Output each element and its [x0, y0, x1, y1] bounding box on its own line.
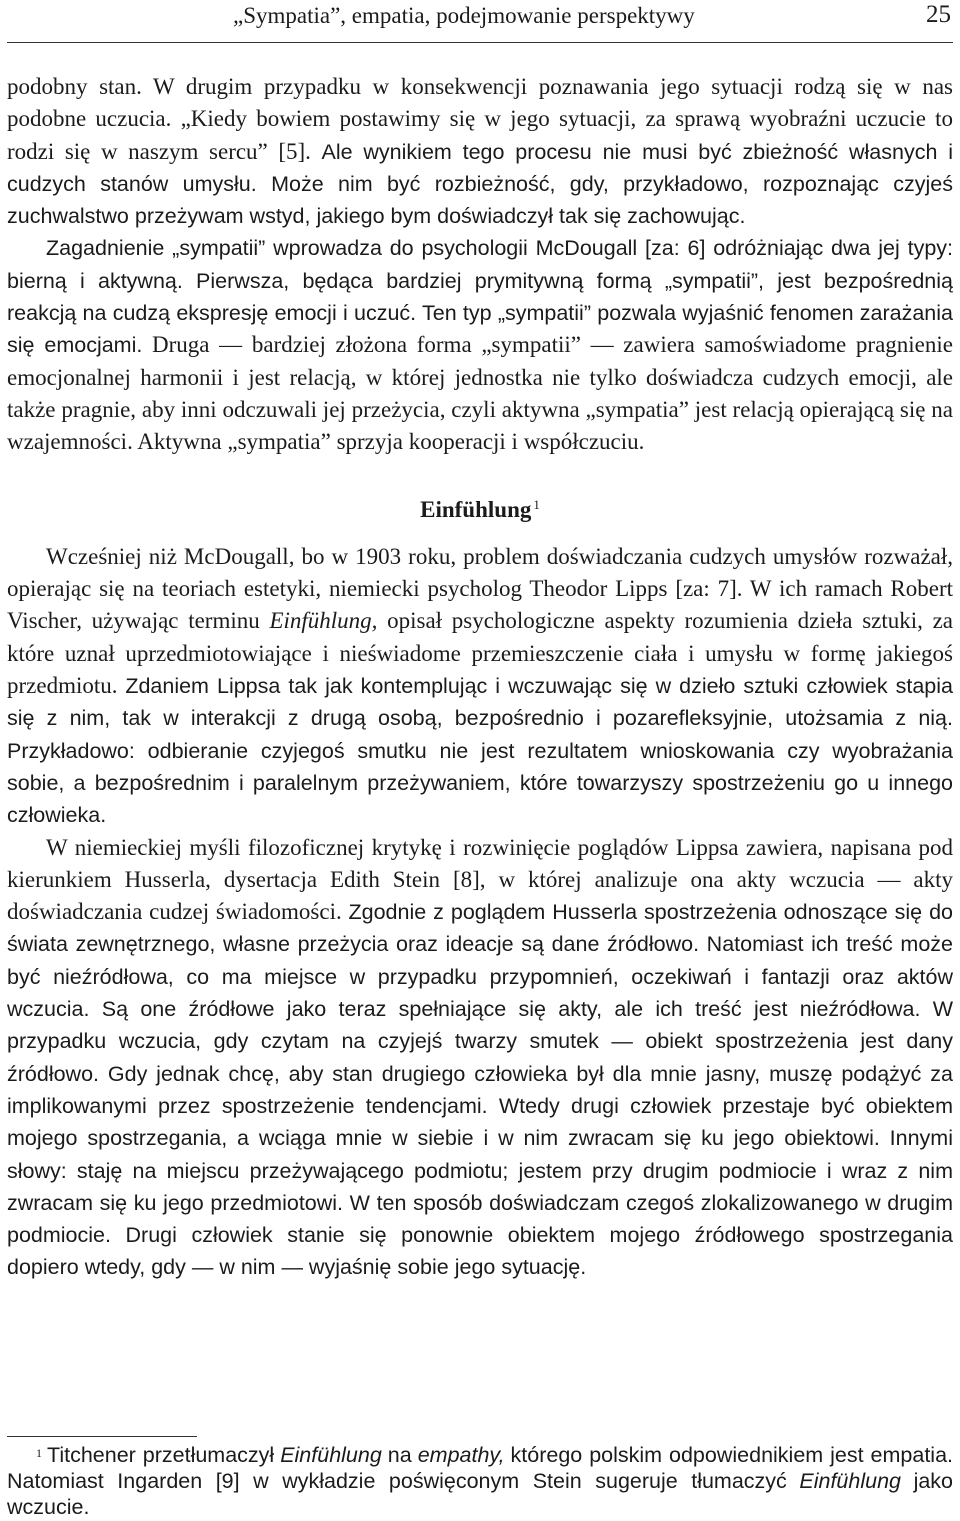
text-run: Wcześniej niż McDougall, bo w 1903 roku, problem doświadczania cudzych umysłów rozważał, opierając się na teoriach estetyki, niemiecki psycholog Theodor Lipps [za: 7]. W ich ramach Robert Vischer, używając terminu — [7, 543, 953, 634]
header-rule — [7, 42, 953, 43]
running-title: „Sympatia”, empatia, podejmowanie perspektywy — [233, 3, 695, 28]
footnote-reference: 1 — [533, 496, 540, 512]
running-header — [7, 0, 953, 46]
footnote-text — [7, 1443, 953, 1521]
paragraph — [7, 71, 953, 232]
footnote-rule — [7, 1436, 197, 1437]
body-text — [7, 71, 953, 1284]
footnote — [7, 1443, 953, 1521]
text-run: Druga — bardziej złożona forma „sympatii” — zawiera samoświadome pragnienie emocjonalnej harmonii i jest relacją, w której jednostka nie tylko doświadcza cudzych emocji, ale także pragnie, aby inni odczuwali jej przeżycia, czyli aktywna „sympatia” jest relacją opierającą się na wzajemności. Aktywna „sympatia” sprzyja kooperacji i współczuciu. — [7, 332, 953, 455]
italic-term: Einfühlung, — [269, 608, 378, 634]
text-run: opisał psychologiczne aspekty rozumienia dzieła sztuki, za które uznał uprzedmiotowiające i nieświadome przemieszczenie ciała i umysłu w formę jakiegoś przedmiotu. — [7, 608, 954, 699]
text-run: jako wczucie. — [7, 1469, 954, 1519]
page-number: 25 — [926, 1, 951, 28]
italic-term: Einfühlung — [799, 1469, 901, 1493]
italic-term: Einfühlung — [280, 1443, 382, 1467]
text-run: Ale wynikiem tego procesu nie musi być zbieżność własnych i cudzych stanów umysłu. Może nim być rozbieżność, gdy, przykładowo, rozpoznając czyjeś zuchwalstwo przeżywam wstyd, jakiego bym doświadczył tak się zachowując. — [7, 139, 953, 229]
text-run: W niemieckiej myśli filozoficznej krytykę i rozwinięcie poglądów Lippsa zawiera, napisana pod kierunkiem Husserla, dysertacja Edith Stein [8], w której analizuje ona akty wczucia — akty doświadczania cudzej świadomości. — [7, 834, 953, 925]
text-run: którego polskim odpowiednikiem jest empatia. Natomiast Ingarden [9] w wykładzie poświęconym Stein sugeruje tłumaczyć — [7, 1443, 954, 1493]
text-run: Titchener przetłumaczył — [47, 1443, 275, 1467]
text-run: Zgodnie z poglądem Husserla spostrzeżenia odnoszące się do świata zewnętrznego, własne przeżycia oraz ideacje są dane źródłowo. Natomiast ich treść może być nieźródłowa, co ma miejsce w przypadku przypomnień, oczekiwań i fantazji oraz aktów wczucia. Są one źródłowe jako teraz spełniające się akty, ale ich treść jest nieźródłowa. W przypadku wczucia, gdy czytam na czyjejś twarzy smutek — obiekt spostrzeżenia jest dany źródłowo. Gdy jednak chcę, aby stan drugiego człowieka był dla mnie jasny, muszę podążyć za implikowanymi przez spostrzeżenie tendencjami. Wtedy drugi człowiek przestaje być obiektem mojego spostrzegania, a wciąga mnie w siebie i w nim zwracam się ku jego obiektowi. Innymi słowy: staję na miejscu przeżywającego podmiotu; jestem przy drugim podmiocie i wraz z nim zwracam się ku jego przedmiotowi. W ten sposób doświadczam czegoś zlokalizowanego w drugim podmiocie. Drugi człowiek stanie się ponownie obiektem mojego źródłowego spostrzegania dopiero wtedy, gdy — w nim — wyjaśnię sobie jego sytuację. — [7, 900, 953, 1280]
section-title: Einfühlung — [420, 496, 532, 522]
paragraph — [7, 232, 953, 458]
paragraph — [7, 541, 953, 832]
text-run: podobny stan. W drugim przypadku w konsekwencji poznawania jego sytuacji rodzą się w nas podobne uczucia. „Kiedy bowiem postawimy się w jego sytuacji, za sprawą wyobraźni uczucie to rodzi się w naszym sercu” [5]. — [7, 74, 953, 164]
text-run: Zagadnienie „sympatii” wprowadza do psychologii McDougall [za: 6] odróżniając dwa jej typy: bierną i aktywną. Pierwsza, będąca bardziej prymitywną formą „sympatii”, jest bezpośrednią reakcją na cudzą ekspresję emocji i uczuć. Ten typ „sympatii” pozwala wyjaśnić fenomen zarażania się emocjami. — [7, 236, 953, 358]
section-heading — [7, 494, 953, 526]
italic-term: empathy, — [417, 1443, 505, 1467]
text-run: na — [387, 1443, 412, 1467]
footnote-mark: 1 — [36, 1446, 42, 1460]
text-run: Zdaniem Lippsa tak jak kontemplując i wczuwając się w dzieło sztuki człowiek stapia się z nim, tak w interakcji z drugą osobą, bezpośrednio i pozarefleksyjnie, utożsamia z nią. Przykładowo: odbieranie czyjegoś smutku nie jest rezultatem wnioskowania czy wyobrażania sobie, a bezpośrednim i paralelnym przeżywaniem, które towarzyszy spostrzeżeniu go u innego człowieka. — [7, 674, 953, 828]
paragraph — [7, 832, 953, 1284]
